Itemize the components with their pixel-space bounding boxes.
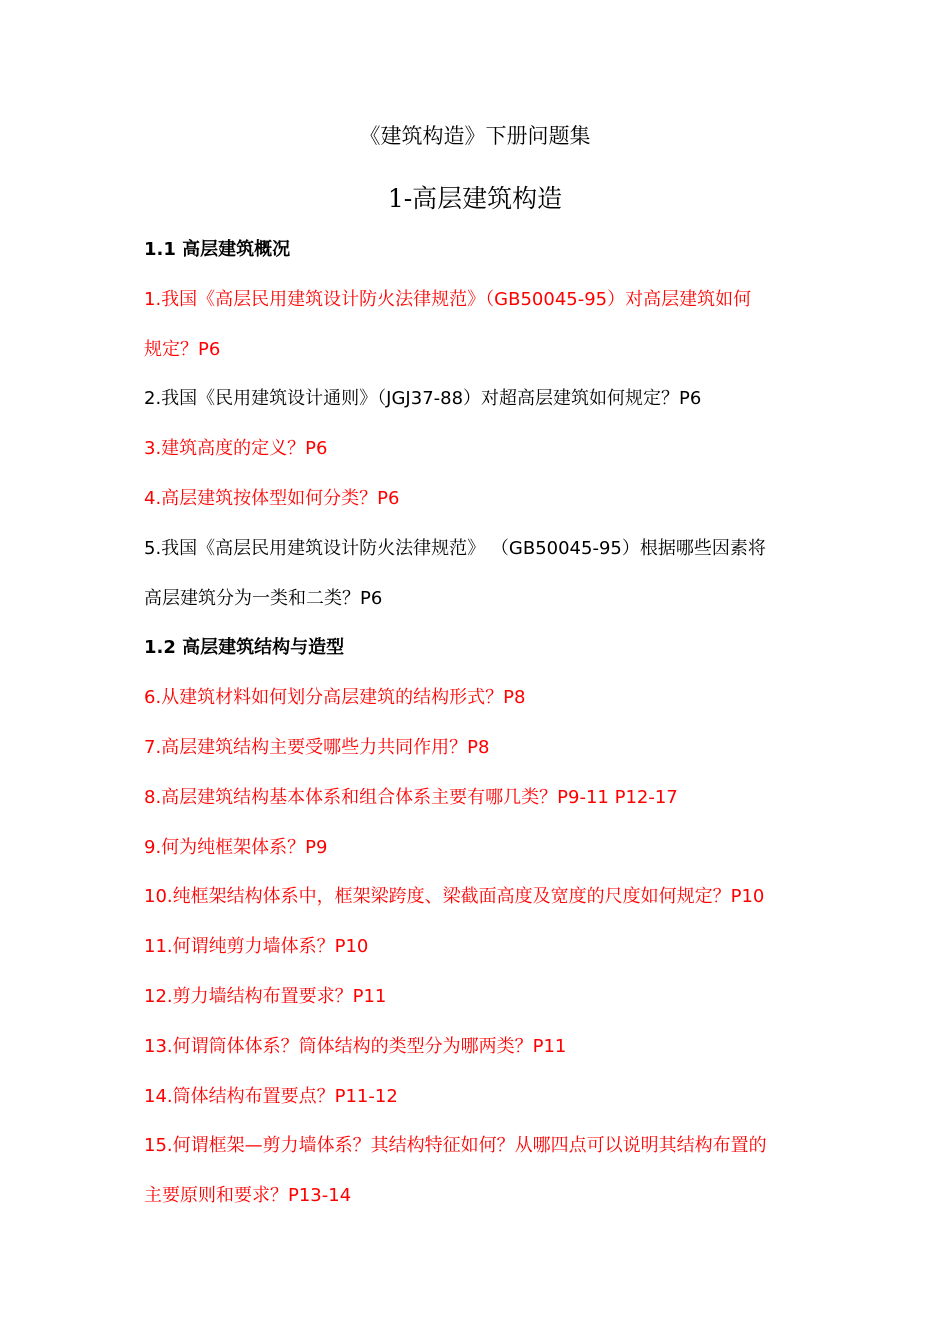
question-line: 1.我国《高层民用建筑设计防火法律规范》（GB50045-95）对高层建筑如何 <box>144 288 752 310</box>
document-title: 《建筑构造》下册问题集 <box>359 124 591 148</box>
question-line: 10.纯框架结构体系中，框架梁跨度、梁截面高度及宽度的尺度如何规定？P10 <box>144 886 765 908</box>
question-line: 2.我国《民用建筑设计通则》（JGJ37-88）对超高层建筑如何规定？P6 <box>144 388 702 410</box>
question-line: 6.从建筑材料如何划分高层建筑的结构形式？P8 <box>144 687 526 709</box>
question-line: 13.何谓筒体体系？筒体结构的类型分为哪两类？P11 <box>144 1035 567 1057</box>
question-line: 14.筒体结构布置要点？P11-12 <box>144 1085 398 1107</box>
chapter-title: 1-高层建筑构造 <box>387 184 563 213</box>
question-line: 11.何谓纯剪力墙体系？P10 <box>144 936 369 958</box>
question-line: 规定？P6 <box>144 338 221 360</box>
question-line: 9.何为纯框架体系？P9 <box>144 836 328 858</box>
question-line: 3.建筑高度的定义？P6 <box>144 438 328 460</box>
question-line: 7.高层建筑结构主要受哪些力共同作用？P8 <box>144 736 490 758</box>
question-line: 12.剪力墙结构布置要求？P11 <box>144 985 387 1007</box>
question-line: 主要原则和要求？P13-14 <box>144 1185 352 1207</box>
question-line: 15.何谓框架—剪力墙体系？其结构特征如何？从哪四点可以说明其结构布置的 <box>144 1135 767 1157</box>
question-line: 高层建筑分为一类和二类？P6 <box>144 587 383 609</box>
question-list <box>144 232 824 1228</box>
question-line: 4.高层建筑按体型如何分类？P6 <box>144 487 400 509</box>
section-heading: 1.1 高层建筑概况 <box>144 239 291 260</box>
section-heading: 1.2 高层建筑结构与造型 <box>144 637 345 659</box>
question-line: 5.我国《高层民用建筑设计防火法律规范》 （GB50045-95）根据哪些因素将 <box>144 537 766 559</box>
question-line: 8.高层建筑结构基本体系和组合体系主要有哪几类？P9-11 P12-17 <box>144 786 678 808</box>
